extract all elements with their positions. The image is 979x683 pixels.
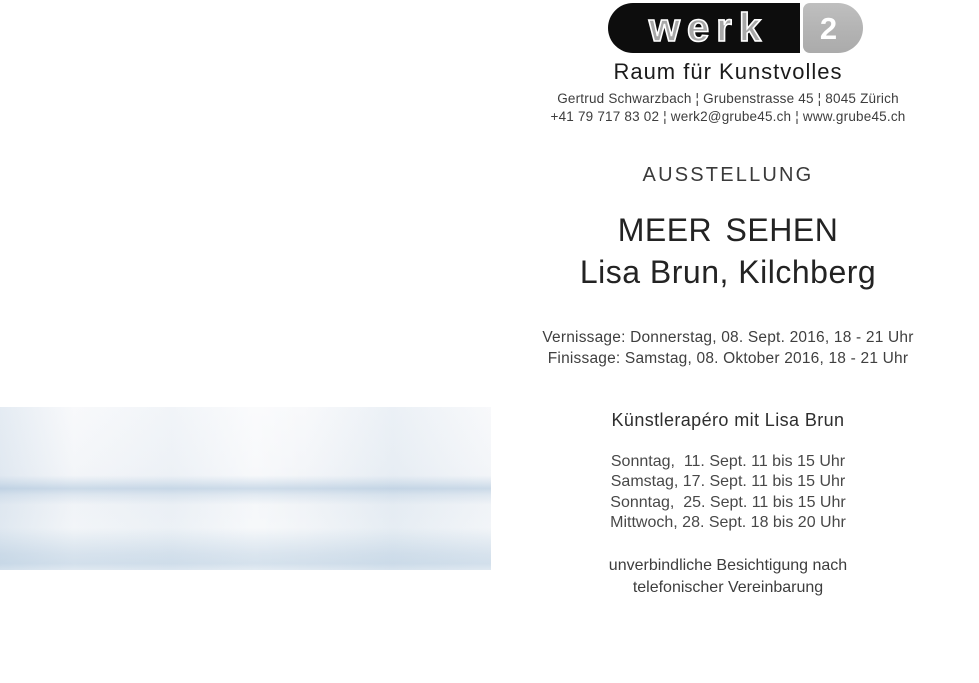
logo-number-section bbox=[803, 3, 863, 53]
vernissage-finissage-block bbox=[482, 327, 974, 369]
contact-block bbox=[482, 90, 974, 126]
section-label: AUSSTELLUNG bbox=[642, 164, 814, 186]
schedule-line: Samstag, 17. Sept. 11 bis 15 Uhr bbox=[610, 473, 846, 491]
schedule-line: Sonntag, 11. Sept. 11 bis 15 Uhr bbox=[610, 453, 846, 470]
exhibition-artist: Lisa Brun, Kilchberg bbox=[579, 254, 877, 290]
schedule-line: Mittwoch, 28. Sept. 18 bis 20 Uhr bbox=[610, 514, 846, 532]
visit-note bbox=[482, 555, 974, 598]
apero-schedule bbox=[482, 452, 974, 534]
apero-heading: Künstlerapéro mit Lisa Brun bbox=[611, 410, 845, 430]
logo-werk-text: werk bbox=[648, 6, 769, 50]
exhibition-title: MEER SEHEN bbox=[617, 212, 839, 248]
visit-note-line: unverbindliche Besichtigung nach bbox=[608, 557, 848, 574]
visit-note-line: telefonischer Vereinbarung bbox=[632, 578, 824, 596]
contact-address-line: Gertrud Schwarzbach ¦ Grubenstrasse 45 ¦ 8045 Zürich bbox=[557, 91, 899, 106]
flyer-content-column bbox=[482, 0, 974, 683]
logo-row bbox=[482, 3, 974, 53]
logo-tagline: Raum für Kunstvolles bbox=[613, 59, 843, 84]
schedule-line: Sonntag, 25. Sept. 11 bis 15 Uhr bbox=[610, 493, 846, 511]
contact-phone-web-line: +41 79 717 83 02 ¦ werk2@grube45.ch ¦ www.grube45.ch bbox=[550, 109, 906, 124]
werk2-logo bbox=[608, 3, 863, 53]
vernissage-line: Vernissage: Donnerstag, 08. Sept. 2016, 18 - 21 Uhr bbox=[542, 329, 914, 346]
logo-werk-section bbox=[608, 3, 800, 53]
finissage-line: Finissage: Samstag, 08. Oktober 2016, 18 - 21 Uhr bbox=[547, 350, 909, 367]
logo-number-text: 2 bbox=[819, 10, 838, 46]
seascape-photo bbox=[0, 407, 491, 570]
